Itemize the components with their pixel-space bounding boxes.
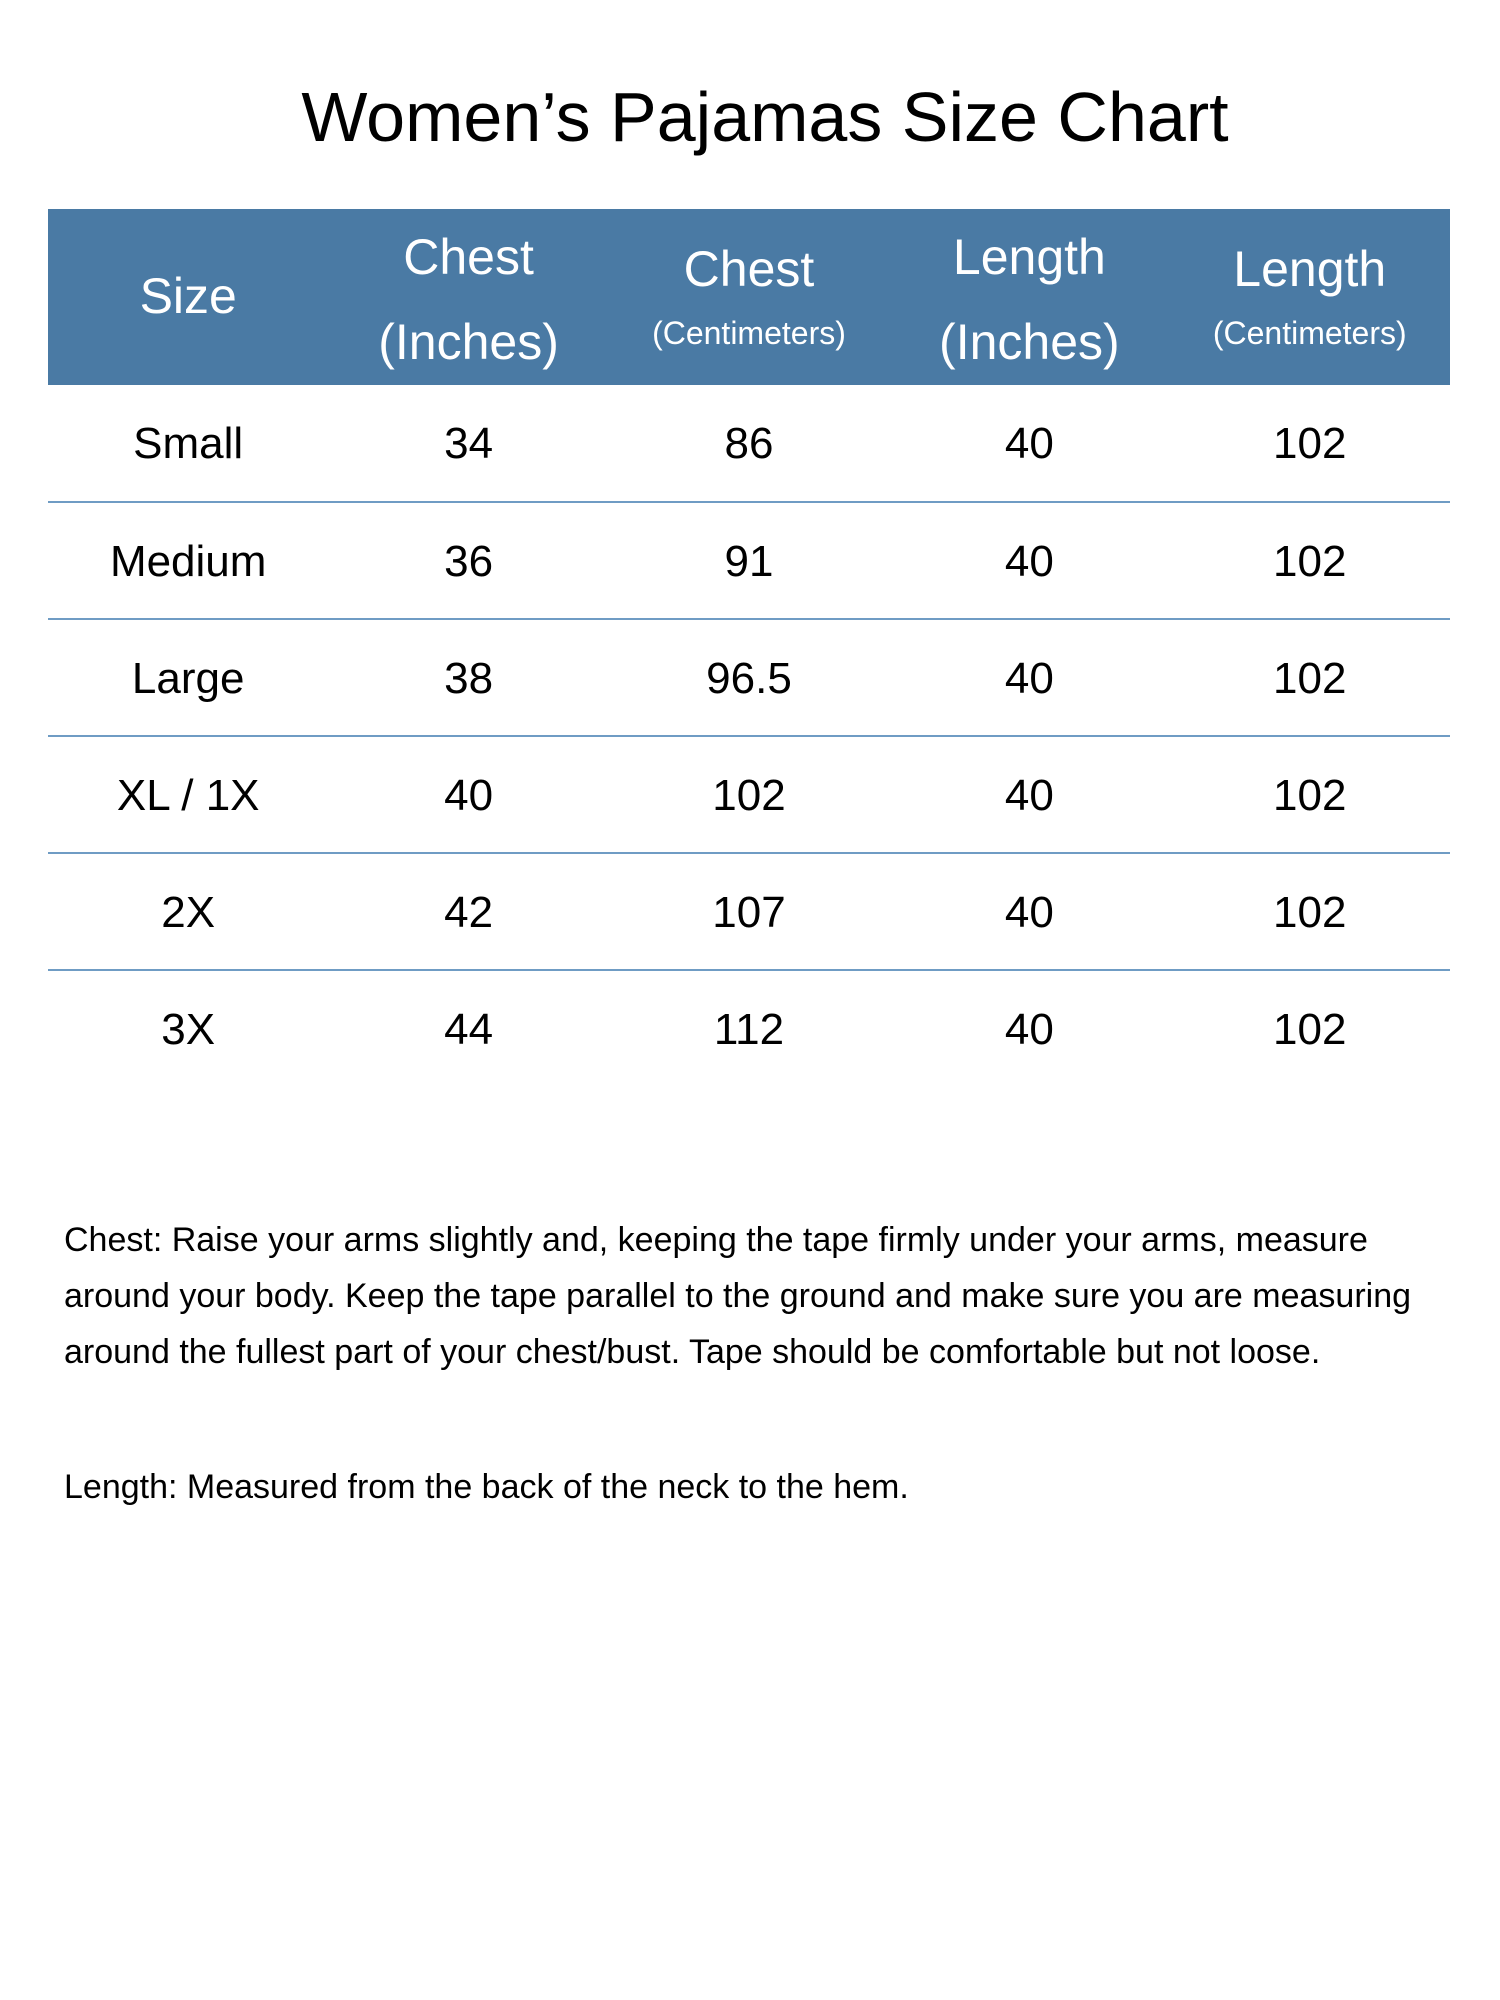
header-length-inches (889, 209, 1169, 385)
cell-chest-inches: 44 (444, 1005, 494, 1054)
cell-length-inches: 40 (1004, 1005, 1054, 1054)
cell-chest-inches: 40 (444, 771, 494, 820)
header-chest-cm (609, 209, 889, 385)
cell-length-cm: 102 (1273, 537, 1347, 586)
table-row (48, 385, 1450, 503)
header-label: Chest (683, 241, 815, 297)
cell-size: 3X (161, 1005, 216, 1054)
cell-length-inches: 40 (1004, 771, 1054, 820)
table-row (48, 971, 1450, 1088)
cell-length-cm: 102 (1273, 771, 1347, 820)
cell-length-cm: 102 (1273, 1005, 1347, 1054)
cell-chest-cm: 112 (713, 1005, 785, 1054)
cell-length-cm: 102 (1273, 419, 1347, 468)
cell-chest-inches: 36 (444, 537, 494, 586)
header-label: Chest (403, 229, 534, 285)
size-table (48, 209, 1450, 1088)
header-unit: (Inches) (378, 314, 559, 370)
cell-chest-cm: 86 (724, 419, 774, 468)
header-label: Length (952, 229, 1106, 285)
length-measurement-note: Length: Measured from the back of the neck to the hem. (64, 1468, 909, 1506)
cell-chest-inches: 42 (444, 888, 494, 937)
table-row (48, 854, 1450, 971)
cell-chest-inches: 38 (444, 654, 494, 703)
header-unit: (Inches) (939, 314, 1120, 370)
table-row (48, 503, 1450, 620)
cell-size: Small (133, 419, 244, 468)
cell-chest-cm: 102 (712, 771, 786, 820)
cell-size: Large (131, 654, 245, 703)
table-body (48, 385, 1450, 1088)
header-chest-inches (328, 209, 608, 385)
cell-chest-cm: 91 (724, 537, 774, 586)
table-header (48, 209, 1450, 385)
cell-length-inches: 40 (1004, 654, 1054, 703)
cell-length-inches: 40 (1004, 888, 1054, 937)
cell-length-inches: 40 (1004, 537, 1054, 586)
cell-chest-cm: 107 (712, 888, 786, 937)
cell-length-inches: 40 (1004, 419, 1054, 468)
cell-length-cm: 102 (1273, 888, 1347, 937)
cell-size: XL / 1X (116, 771, 260, 820)
cell-length-cm: 102 (1273, 654, 1347, 703)
table-row (48, 737, 1450, 854)
cell-chest-cm: 96.5 (706, 654, 792, 703)
header-size (48, 209, 328, 385)
header-unit: (Centimeters) (652, 315, 846, 351)
header-label: Length (1233, 241, 1387, 297)
cell-chest-inches: 34 (444, 419, 494, 468)
page-title: Women’s Pajamas Size Chart (301, 78, 1229, 156)
cell-size: 2X (161, 888, 216, 937)
header-length-cm (1170, 209, 1450, 385)
table-row (48, 620, 1450, 737)
header-unit: (Centimeters) (1212, 315, 1407, 351)
chest-measurement-note: Chest: Raise your arms slightly and, keeping the tape firmly under your arms, measure around your body. Keep the tape parallel to the ground and make sure you are measuring around the fullest part of your chest/bust. Tape should be comfortable but not loose. (64, 1221, 1412, 1371)
header-label: Size (139, 268, 237, 324)
cell-size: Medium (109, 537, 267, 586)
